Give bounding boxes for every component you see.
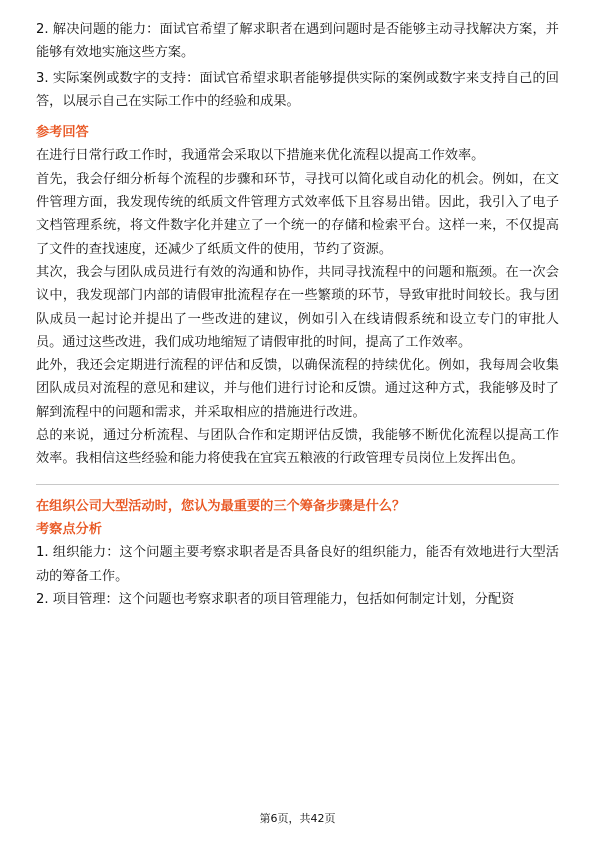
- analysis-point-2: 2. 项目管理：这个问题也考察求职者的项目管理能力，包括如何制定计划，分配资: [36, 591, 515, 607]
- answer-paragraph-5: 总的来说，通过分析流程、与团队合作和定期评估反馈，我能够不断优化流程以提高工作效率。我相信这些经验和能力将使我在宜宾五粮液的行政管理专员岗位上发挥出色。: [36, 428, 559, 467]
- section-divider: [36, 484, 559, 485]
- answer-paragraph-2: 首先，我会仔细分析每个流程的步骤和环节，寻找可以简化或自动化的机会。例如，在文件管理方面，我发现传统的纸质文件管理方式效率低下且容易出错。因此，我引入了电子文档管理系统，将文件数字化并建立了一个统一的存储和检索平台。这样一来，不仅提高了文件的查找速度，还减少了纸质文件的使用，节约了资源。: [36, 171, 559, 257]
- answer-paragraph-3: 其次，我会与团队成员进行有效的沟通和协作，共同寻找流程中的问题和瓶颈。在一次会议中，我发现部门内部的请假审批流程存在一些繁琐的环节，导致审批时间较长。我与团队成员一起讨论并提出了一些改进的建议，例如引入在线请假系统和设立专门的审批人员。通过这些改进，我们成功地缩短了请假审批的时间，提高了工作效率。: [36, 264, 559, 350]
- analysis-heading: 考察点分析: [36, 521, 102, 537]
- question-title: 在组织公司大型活动时，您认为最重要的三个筹备步骤是什么？: [36, 498, 406, 514]
- page-number: 第6页，共42页: [259, 812, 336, 825]
- intro-point-3: 3. 实际案例或数字的支持：面试官希望求职者能够提供实际的案例或数字来支持自己的回答，以展示自己在实际工作中的经验和成果。: [36, 70, 559, 109]
- answer-paragraph-1: 在进行日常行政工作时，我通常会采取以下措施来优化流程以提高工作效率。: [36, 148, 485, 164]
- answer-paragraph-4: 此外，我还会定期进行流程的评估和反馈，以确保流程的持续优化。例如，我每周会收集团队成员对流程的意见和建议，并与他们进行讨论和反馈。通过这种方式，我能够及时了解到流程中的问题和需求，并采取相应的措施进行改进。: [36, 358, 559, 420]
- answer-heading: 参考回答: [36, 125, 89, 141]
- intro-point-2: 2. 解决问题的能力：面试官希望了解求职者在遇到问题时是否能够主动寻找解决方案，并能够有效地实施这些方案。: [36, 22, 559, 61]
- analysis-point-1: 1. 组织能力：这个问题主要考察求职者是否具备良好的组织能力，能否有效地进行大型活动的筹备工作。: [36, 545, 559, 584]
- document-body: [36, 18, 559, 611]
